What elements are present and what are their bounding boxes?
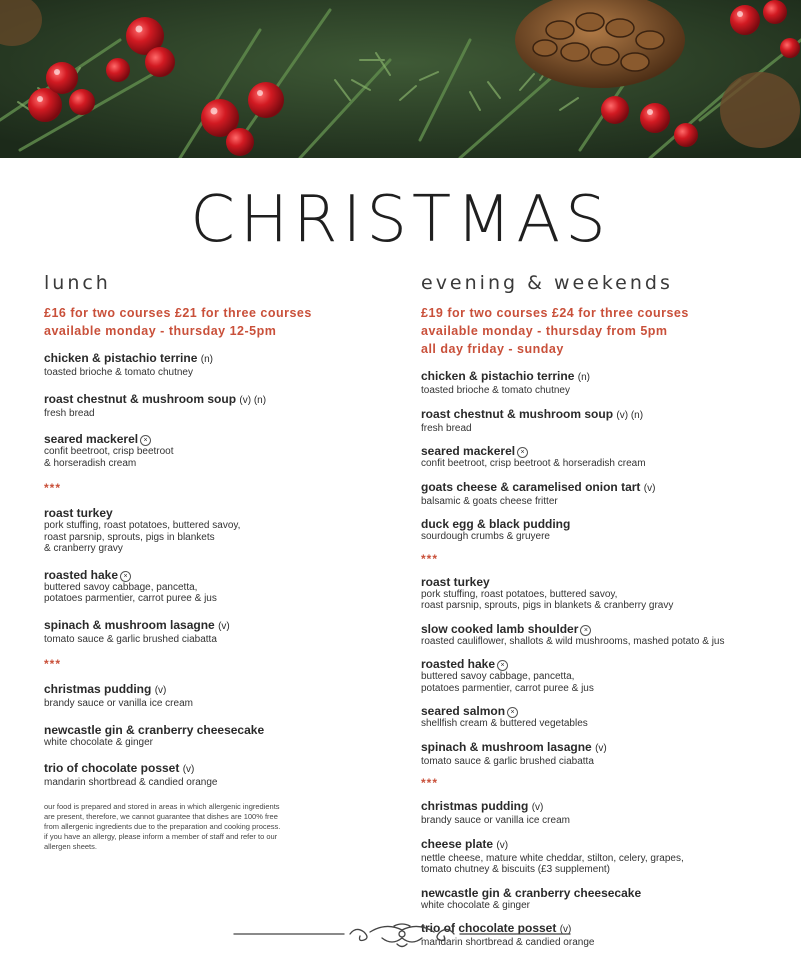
dish-name [44,618,374,634]
dish-title: spinach & mushroom lasagne [421,739,592,754]
dish-name [44,351,374,367]
dish-description: shellfish cream & buttered vegetables [421,718,588,729]
course-separator: *** [421,776,439,790]
dish-description: roasted cauliflower, shallots & wild mushrooms, mashed potato & jus [421,635,725,647]
dish-description: toasted brioche & tomato chutney [44,367,193,378]
dish-description: potatoes parmentier, carrot puree & jus [44,593,217,604]
dish-description: roast parsnip, sprouts, pigs in blankets [44,531,215,543]
dietary-tag: (v) [595,742,607,754]
lunch-info-line: £16 for two courses £21 for three courses [44,306,312,320]
dish-description: confit beetroot, crisp beetroot & horseradish cream [421,458,646,469]
dish-title: seared mackerel [421,444,516,458]
evening-pricing-info [421,304,781,358]
disclaimer-line: if you have an allergy, please inform a member of staff and refer to our [44,831,278,841]
dish-description: fresh bread [421,422,472,434]
dietary-tag: (v) [643,482,656,494]
dish-title: chicken & pistachio terrine [44,351,198,365]
dish-title: newcastle gin & cranberry cheesecake [421,885,642,900]
dish-title: newcastle gin & cranberry cheesecake [44,722,265,737]
menu-item-duck-egg-and-black-pudding [421,517,781,543]
allergen-circle-icon: × [140,435,151,446]
dish-name [44,506,374,520]
dish-title: roast chestnut & mushroom soup [44,391,237,406]
dish-name [421,799,781,815]
menu-item-roast-turkey [421,575,781,612]
dish-title: roast turkey [421,574,490,589]
dish-description: brandy sauce or vanilla ice cream [421,815,570,826]
evening-weekends-column [421,272,781,959]
evening-info-line: £19 for two courses £24 for three courses [421,306,689,320]
menu-item-chicken-and-pistachio-terrine [44,351,374,379]
menu-item-seared-mackerel [44,432,374,469]
dish-description: pork stuffing, roast potatoes, buttered savoy, [421,588,618,600]
christmas-banner-image [0,0,801,158]
allergen-circle-icon: × [507,707,518,718]
allergen-circle-icon: × [517,447,528,458]
dish-title: spinach & mushroom lasagne [44,617,215,632]
lunch-info-line: available monday - thursday 12-5pm [44,324,277,338]
course-separator: *** [44,657,62,671]
dish-description: buttered savoy cabbage, pancetta, [44,581,198,593]
dish-title: slow cooked lamb shoulder [421,621,579,636]
dish-description: mandarin shortbread & candied orange [421,937,595,948]
dish-description: tomato sauce & garlic brushed ciabatta [44,633,217,645]
dish-description: pork stuffing, roast potatoes, buttered savoy, [44,520,241,531]
menu-item-seared-mackerel [421,444,781,470]
menu-item-roast-chestnut-and-mushroom-soup [44,392,374,420]
dish-name [44,392,374,408]
menu-item-goats-cheese-and-caramelised-onion-tart [421,480,781,508]
dish-name [421,480,781,496]
menu-item-roast-chestnut-and-mushroom-soup [421,407,781,435]
evening-info-line: all day friday - sunday [421,342,564,356]
dietary-tag: (v) [531,802,544,813]
dish-description: & horseradish cream [44,457,137,469]
dish-name [44,761,374,777]
lunch-heading: lunch [44,272,111,294]
dietary-tag: (v) [182,764,195,775]
menu-item-roasted-hake [44,568,374,605]
dish-title: christmas pudding [44,682,152,696]
dish-name [421,369,781,385]
lunch-column [44,272,374,852]
menu-item-trio-of-chocolate-posset [44,761,374,789]
menu-item-roast-turkey [44,506,374,555]
dish-description: sourdough crumbs & gruyere [421,531,550,542]
dish-description: confit beetroot, crisp beetroot [44,446,174,457]
dish-name [421,886,781,900]
dish-title: trio of chocolate posset [421,921,557,935]
disclaimer-line: are present, therefore, we cannot guarantee that dishes are 100% free [44,811,278,821]
dish-name [421,407,781,423]
lunch-pricing-info [44,304,374,340]
evening-info-line: available monday - thursday from 5pm [421,324,668,338]
dietary-tag: (v) [218,620,230,632]
menu-item-christmas-pudding [44,682,374,710]
page-title: CHRISTMAS [190,183,611,257]
dish-title: roasted hake [44,567,119,582]
dish-description: balsamic & goats cheese fritter [421,495,558,507]
dish-title: duck egg & black pudding [421,517,571,531]
dish-title: seared salmon [421,704,506,718]
allergen-circle-icon: × [120,571,131,582]
dish-name [421,740,781,756]
dish-name [421,657,781,671]
menu-item-roasted-hake [421,657,781,694]
dish-title: seared mackerel [44,432,139,446]
dietary-tag: (v) [154,685,167,696]
menu-item-spinach-and-mushroom-lasagne [421,740,781,768]
menu-item-chicken-and-pistachio-terrine [421,369,781,397]
allergen-circle-icon: × [580,625,591,636]
dish-name [421,517,781,531]
menu-item-christmas-pudding [421,799,781,827]
dish-description: tomato sauce & garlic brushed ciabatta [421,755,594,767]
dietary-tag: (n) [577,372,590,383]
dish-title: goats cheese & caramelised onion tart [421,479,641,494]
menu-item-cheese-plate [421,837,781,876]
dish-title: roasted hake [421,657,496,671]
dish-name [44,432,374,446]
dietary-tag: (v) [559,924,572,935]
dish-description: & cranberry gravy [44,543,123,554]
dietary-tag: (v) (n) [616,409,644,421]
dish-title: christmas pudding [421,799,529,813]
dish-description: brandy sauce or vanilla ice cream [44,698,193,709]
dietary-tag: (v) [496,839,509,851]
menu-item-slow-cooked-lamb-shoulder [421,622,781,648]
dish-name [44,568,374,582]
menu-item-seared-salmon [421,704,781,730]
dish-description: potatoes parmentier, carrot puree & jus [421,682,594,694]
dish-description: toasted brioche & tomato chutney [421,385,570,396]
allergen-circle-icon: × [497,660,508,671]
menu-item-newcastle-gin-and-cranberry-cheesecake [421,886,781,912]
menu-item-newcastle-gin-and-cranberry-cheesecake [44,723,374,749]
dish-name [421,837,781,853]
scroll-ornament-icon [232,920,572,950]
dish-description: nettle cheese, mature white cheddar, stilton, celery, grapes, [421,852,684,864]
dish-name [421,704,781,718]
dish-description: white chocolate & ginger [421,899,530,911]
course-separator: *** [421,551,439,566]
disclaimer-line: allergen sheets. [44,841,97,851]
dish-title: cheese plate [421,836,494,851]
evening-heading: evening & weekends [421,272,673,294]
dish-description: white chocolate & ginger [44,736,153,748]
disclaimer-line: our food is prepared and stored in areas in which allergenic ingredients [44,801,280,811]
dish-title: chicken & pistachio terrine [421,369,575,383]
dish-title: trio of chocolate posset [44,761,180,775]
dietary-tag: (n) [200,354,213,365]
menu-item-spinach-and-mushroom-lasagne [44,618,374,646]
dish-name [44,682,374,698]
dish-description: roast parsnip, sprouts, pigs in blankets & cranberry gravy [421,600,674,611]
dish-title: roast turkey [44,506,113,520]
allergen-disclaimer [44,802,334,852]
dish-name [421,622,781,636]
dish-name [421,575,781,589]
dish-name [44,723,374,737]
dietary-tag: (v) (n) [239,394,267,406]
dish-description: buttered savoy cabbage, pancetta, [421,671,575,682]
dish-title: roast chestnut & mushroom soup [421,406,614,421]
dish-name [421,444,781,458]
dish-description: mandarin shortbread & candied orange [44,777,218,788]
dish-description: tomato chutney & biscuits (£3 supplement) [421,864,610,875]
disclaimer-line: from allergenic ingredients due to the preparation and cooking process. [44,821,281,831]
dish-description: fresh bread [44,407,95,419]
course-separator: *** [44,481,62,495]
